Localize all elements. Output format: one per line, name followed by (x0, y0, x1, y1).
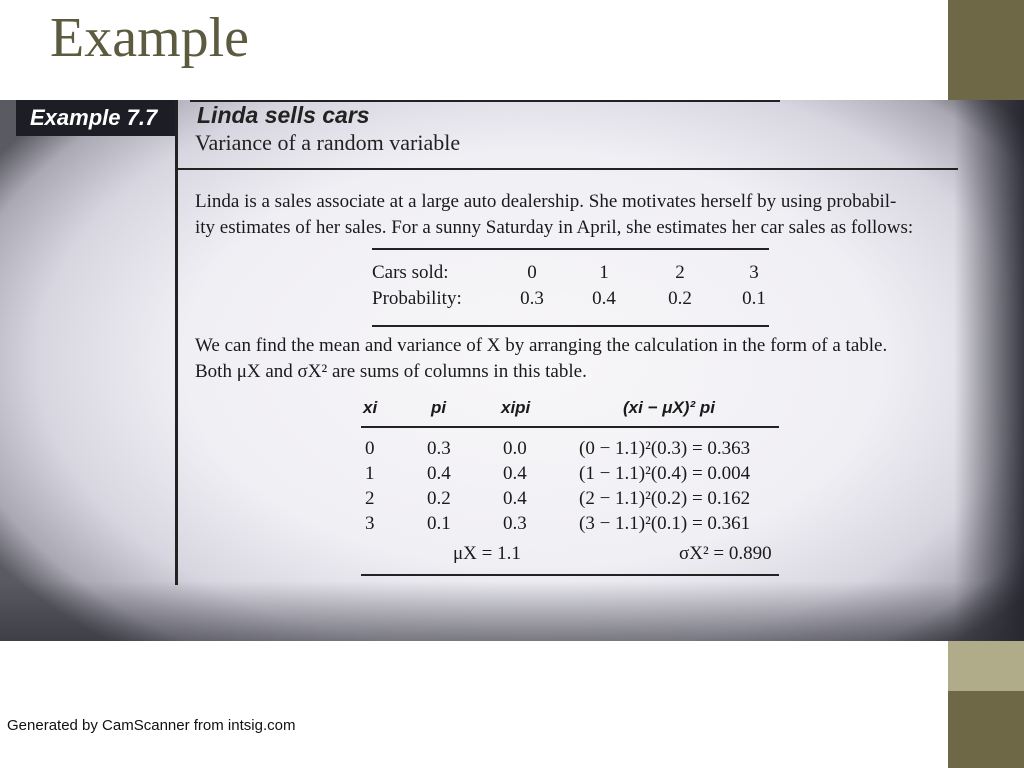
scanned-page-image (0, 100, 1024, 641)
table-cell: (2 − 1.1)²(0.2) = 0.162 (579, 488, 751, 509)
calculation-table (361, 398, 779, 580)
variance-total: σX² = 0.890 (679, 543, 772, 564)
table-cell: 0.4 (592, 288, 616, 309)
table-cell: (3 − 1.1)²(0.1) = 0.361 (579, 513, 751, 534)
accent-bar-middle (948, 641, 1024, 691)
table-cell: 2 (365, 488, 375, 509)
table-cell: 0.4 (427, 463, 451, 484)
scan-shadow-right (954, 100, 1024, 641)
column-header: xi (363, 398, 378, 417)
table-cell: 1 (599, 262, 609, 283)
accent-bar-bottom (948, 691, 1024, 768)
table-cell: 0.3 (427, 438, 451, 459)
method-line-1: We can find the mean and variance of X by arranging the calculation in the form of a table. (195, 335, 888, 356)
table-cell: 0.2 (427, 488, 451, 509)
column-header: xipi (501, 398, 531, 417)
row-label: Probability: (372, 288, 462, 309)
table-cell: (0 − 1.1)²(0.3) = 0.363 (579, 438, 751, 459)
row-label: Cars sold: (372, 262, 449, 283)
example-title: Linda sells cars (197, 102, 370, 128)
accent-bar-top (948, 0, 1024, 100)
table-cell: 0.2 (668, 288, 692, 309)
table-cell: (1 − 1.1)²(0.4) = 0.004 (579, 463, 751, 484)
intro-line-1: Linda is a sales associate at a large auto dealership. She motivates herself by using probabil- (195, 191, 897, 212)
column-header: (xi − μX)² pi (623, 398, 715, 417)
footer-watermark: Generated by CamScanner from intsig.com (7, 717, 296, 734)
table-cell: 0.4 (503, 488, 527, 509)
bottom-rule (361, 574, 779, 576)
example-badge: Example 7.7 (16, 100, 176, 136)
intro-line-2: ity estimates of her sales. For a sunny Saturday in April, she estimates her car sales as follows: (195, 217, 914, 238)
table-cell: 0.3 (520, 288, 544, 309)
left-rule (175, 100, 178, 585)
table-cell: 1 (365, 463, 375, 484)
table-cell: 0.0 (503, 438, 527, 459)
table-cell: 3 (749, 262, 759, 283)
slide-title: Example (50, 7, 250, 69)
table-cell: 0 (365, 438, 375, 459)
example-subtitle: Variance of a random variable (195, 130, 461, 155)
table-cell: 0 (527, 262, 537, 283)
table-cell: 0.4 (503, 463, 527, 484)
scan-shadow-bottom (0, 581, 1024, 641)
column-header: pi (431, 398, 447, 417)
header-rule (361, 426, 779, 428)
distribution-table (372, 248, 769, 327)
title-rule (178, 168, 958, 170)
mean-total: μX = 1.1 (453, 543, 521, 564)
table-cell: 3 (365, 513, 375, 534)
table-cell: 0.3 (503, 513, 527, 534)
table-cell: 0.1 (742, 288, 766, 309)
table-cell: 2 (675, 262, 685, 283)
method-line-2: Both μX and σX² are sums of columns in this table. (195, 361, 587, 382)
table-cell: 0.1 (427, 513, 451, 534)
